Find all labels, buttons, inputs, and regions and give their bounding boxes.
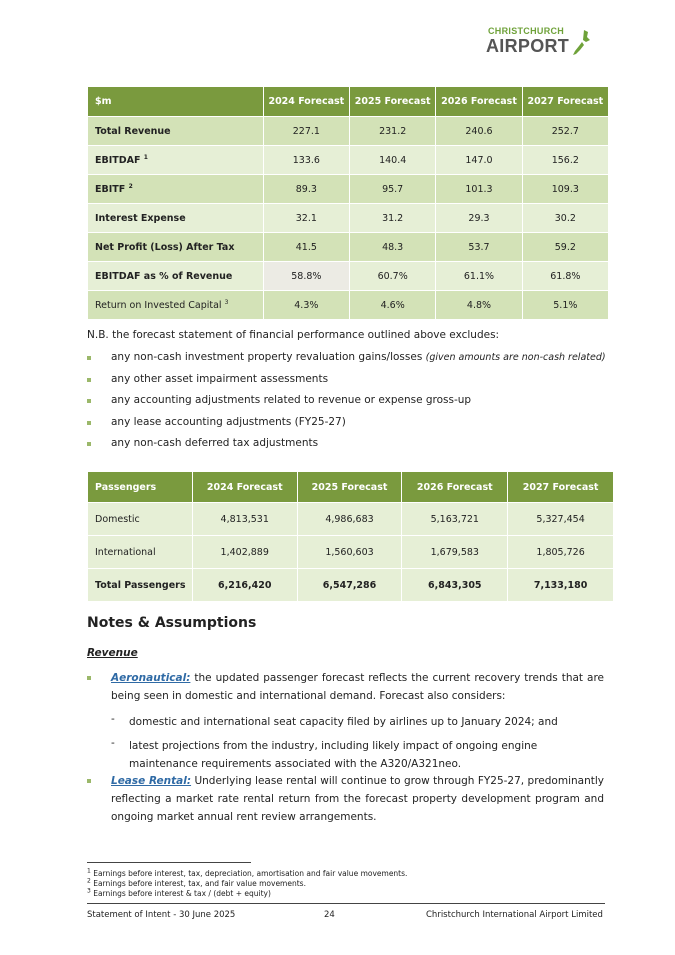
table-cell: 156.2 xyxy=(522,146,608,175)
table-cell: 6,843,305 xyxy=(402,569,508,602)
bullet-icon xyxy=(87,421,91,425)
table-cell: 231.2 xyxy=(350,117,436,146)
table-row xyxy=(88,262,609,291)
logo-line1: CHRISTCHURCH xyxy=(488,26,565,36)
table-header-row xyxy=(88,87,609,117)
table-cell: 5,163,721 xyxy=(402,503,508,536)
lease-rental-link[interactable]: Lease Rental: xyxy=(111,775,192,787)
logo-line2: AIRPORT xyxy=(486,36,570,56)
nz-map-icon xyxy=(570,28,596,58)
table-cell: 252.7 xyxy=(522,117,608,146)
table-cell: 4,813,531 xyxy=(192,503,297,536)
nb-statement: N.B. the forecast statement of financial performance outlined above excludes: xyxy=(87,329,500,341)
header-cell: 2026 Forecast xyxy=(436,87,522,117)
table-cell: 240.6 xyxy=(436,117,522,146)
footer-divider xyxy=(87,903,605,904)
aeronautical-link[interactable]: Aeronautical: xyxy=(111,672,191,684)
table-row xyxy=(88,291,609,320)
table-cell: 4.3% xyxy=(263,291,349,320)
footer-document-title: Statement of Intent - 30 June 2025 xyxy=(87,910,236,920)
dash-bullet: - xyxy=(111,737,115,749)
dash-bullet: - xyxy=(111,713,115,725)
table-cell: 30.2 xyxy=(522,204,608,233)
footer-page-number: 24 xyxy=(324,910,335,920)
table-row xyxy=(88,233,609,262)
table-header-row xyxy=(88,472,614,503)
table-cell: 58.8% xyxy=(263,262,349,291)
table-cell: 1,402,889 xyxy=(192,536,297,569)
table-row xyxy=(88,503,614,536)
bullet-icon xyxy=(87,779,91,783)
table-cell: 48.3 xyxy=(350,233,436,262)
table-cell: 101.3 xyxy=(436,175,522,204)
lease-rental-paragraph: Lease Rental: Underlying lease rental will continue to grow through FY25-27, predominantly reflecting a market rate rental return from the forecast property development program and ongoing market annual rent review arrangements. xyxy=(111,775,604,823)
bullet-icon xyxy=(87,399,91,403)
header-cell: 2024 Forecast xyxy=(263,87,349,117)
header-cell: $m xyxy=(88,87,264,117)
table-cell: 41.5 xyxy=(263,233,349,262)
passenger-forecast-table xyxy=(87,471,614,602)
table-cell: 6,216,420 xyxy=(192,569,297,602)
table-cell: 59.2 xyxy=(522,233,608,262)
footer-company-name: Christchurch International Airport Limited xyxy=(426,910,603,920)
table-row xyxy=(88,175,609,204)
table-cell: 140.4 xyxy=(350,146,436,175)
table-cell: 60.7% xyxy=(350,262,436,291)
table-cell: 1,805,726 xyxy=(508,536,614,569)
bullet-icon xyxy=(87,378,91,382)
bullet-icon xyxy=(87,676,91,680)
footnote-ref: 1 xyxy=(143,153,148,161)
table-cell: 29.3 xyxy=(436,204,522,233)
table-cell: 4.6% xyxy=(350,291,436,320)
header-cell: 2025 Forecast xyxy=(350,87,436,117)
table-cell: 5,327,454 xyxy=(508,503,614,536)
row-label: International xyxy=(88,536,193,569)
table-cell: 89.3 xyxy=(263,175,349,204)
table-cell: 4,986,683 xyxy=(297,503,402,536)
header-cell: 2026 Forecast xyxy=(402,472,508,503)
table-cell: 109.3 xyxy=(522,175,608,204)
row-label: Total Revenue xyxy=(88,117,264,146)
table-cell: 6,547,286 xyxy=(297,569,402,602)
table-cell: 95.7 xyxy=(350,175,436,204)
table-cell: 133.6 xyxy=(263,146,349,175)
bullet-icon xyxy=(87,356,91,360)
table-cell: 1,560,603 xyxy=(297,536,402,569)
row-label: Interest Expense xyxy=(88,204,264,233)
table-cell: 5.1% xyxy=(522,291,608,320)
table-cell: 7,133,180 xyxy=(508,569,614,602)
table-row xyxy=(88,117,609,146)
table-row xyxy=(88,569,614,602)
footnote-ref: 2 xyxy=(128,182,133,190)
table-cell: 31.2 xyxy=(350,204,436,233)
header-cell: 2024 Forecast xyxy=(192,472,297,503)
footnote: $^1$ Earnings before interest, tax, depreciation, amortisation and fair value movements. xyxy=(87,867,408,878)
header-cell: 2025 Forecast xyxy=(297,472,402,503)
row-label: Net Profit (Loss) After Tax xyxy=(88,233,264,262)
footnote-ref: 3 xyxy=(224,298,229,306)
notes-heading: Notes & Assumptions xyxy=(87,615,257,631)
header-cell: 2027 Forecast xyxy=(522,87,608,117)
table-cell: 147.0 xyxy=(436,146,522,175)
footnote: $^2$ Earnings before interest, tax, and fair value movements. xyxy=(87,877,306,888)
header-cell: 2027 Forecast xyxy=(508,472,614,503)
christchurch-airport-logo xyxy=(486,26,598,60)
table-cell: 4.8% xyxy=(436,291,522,320)
exclusion-note: (given amounts are non-cash related) xyxy=(425,352,606,363)
row-label: Return on Invested Capital $^3$ xyxy=(88,291,264,320)
list-item: domestic and international seat capacity filed by airlines up to January 2024; and xyxy=(129,716,558,728)
table-row xyxy=(88,204,609,233)
row-label: EBITF $^2$ xyxy=(88,175,264,204)
aeronautical-paragraph: Aeronautical: the updated passenger forecast reflects the current recovery trends that are being seen in domestic and international demand. Forecast also considers: xyxy=(111,672,605,702)
footnote: $^3$ Earnings before interest & tax / (debt + equity) xyxy=(87,887,271,898)
header-cell: Passengers xyxy=(88,472,193,503)
revenue-subheading: Revenue xyxy=(87,647,138,659)
table-cell: 53.7 xyxy=(436,233,522,262)
table-row xyxy=(88,536,614,569)
table-cell: 61.8% xyxy=(522,262,608,291)
list-item: latest projections from the industry, including likely impact of ongoing engine maintenance requirements associated with the A320/A321neo. xyxy=(129,740,538,770)
table-cell: 61.1% xyxy=(436,262,522,291)
table-cell: 227.1 xyxy=(263,117,349,146)
table-row xyxy=(88,146,609,175)
bullet-icon xyxy=(87,442,91,446)
table-cell: 32.1 xyxy=(263,204,349,233)
footnote-divider xyxy=(87,862,251,863)
row-label: EBITDAF $^1$ xyxy=(88,146,264,175)
row-label: Domestic xyxy=(88,503,193,536)
financial-forecast-table xyxy=(87,86,609,320)
row-label: EBITDAF as % of Revenue xyxy=(88,262,264,291)
table-cell: 1,679,583 xyxy=(402,536,508,569)
row-label: Total Passengers xyxy=(88,569,193,602)
